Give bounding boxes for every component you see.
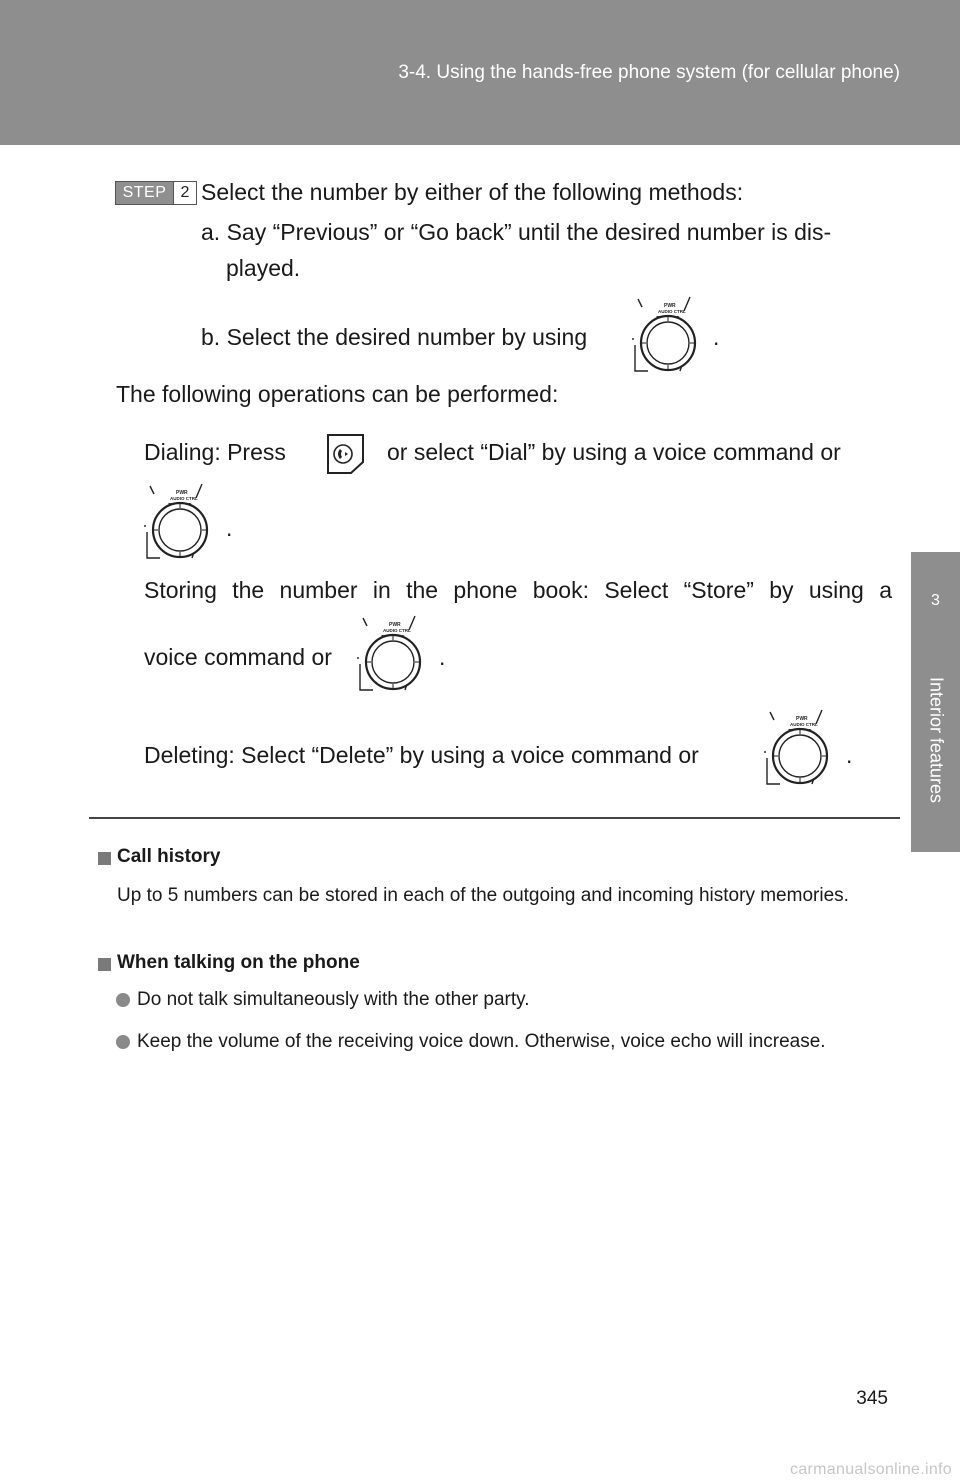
operations-intro: The following operations can be performed:	[116, 381, 559, 407]
tune-file-knob-icon	[628, 293, 712, 379]
square-bullet-icon	[98, 852, 111, 865]
step-text: Select the number by either of the following methods:	[201, 179, 744, 205]
round-bullet-icon	[116, 993, 130, 1007]
note-bullet-2: Keep the volume of the receiving voice down. Otherwise, voice echo will increase.	[137, 1031, 826, 1052]
section-divider	[89, 817, 900, 819]
section-title: 3-4. Using the hands-free phone system (for cellular phone)	[398, 62, 900, 83]
chapter-label	[911, 660, 960, 820]
storing-end: .	[439, 644, 446, 670]
storing-line2: voice command or	[144, 644, 332, 670]
step-number: 2	[173, 182, 196, 204]
method-b-end: .	[713, 324, 720, 350]
page-number: 345	[856, 1388, 888, 1409]
note-bullet-1: Do not talk simultaneously with the other party.	[137, 989, 530, 1010]
knob-label: PWR	[664, 303, 676, 309]
watermark: carmanualsonline.info	[790, 1461, 952, 1478]
step-label: STEP	[122, 184, 167, 201]
note-heading-talking: When talking on the phone	[117, 952, 360, 973]
deleting-text: Deleting: Select “Delete” by using a voice command or	[144, 742, 699, 768]
tune-file-knob-icon	[353, 612, 437, 698]
knob-label: AUDIO CTRL	[658, 309, 686, 314]
storing-line1: Storing the number in the phone book: Select “Store” by using a	[144, 577, 892, 603]
knob-label: PWR	[176, 490, 188, 496]
note-body-call-history: Up to 5 numbers can be stored in each of the outgoing and incoming history memories.	[117, 885, 849, 906]
knob-label: AUDIO CTRL	[790, 722, 818, 727]
note-heading-call-history: Call history	[117, 846, 221, 867]
dialing-end: .	[226, 515, 233, 541]
chapter-number: 3	[931, 592, 940, 609]
method-a-line1: a. Say “Previous” or “Go back” until the desired number is dis-	[201, 219, 832, 245]
knob-label: PWR	[389, 622, 401, 628]
dialing-suffix: or select “Dial” by using a voice command or	[387, 439, 841, 465]
square-bullet-icon	[98, 958, 111, 971]
method-b-text: b. Select the desired number by using	[201, 324, 588, 350]
knob-label: AUDIO CTRL	[170, 496, 198, 501]
deleting-end: .	[846, 742, 853, 768]
chapter-label-text: Interior features	[926, 676, 946, 804]
round-bullet-icon	[116, 1035, 130, 1049]
step-badge	[115, 181, 197, 205]
tune-file-knob-icon	[140, 480, 224, 566]
dialing-prefix: Dialing: Press	[144, 439, 286, 465]
talk-switch-icon	[323, 432, 367, 476]
method-a-line2: played.	[226, 255, 301, 281]
tune-file-knob-icon	[760, 706, 844, 792]
knob-label: PWR	[796, 716, 808, 722]
knob-label: AUDIO CTRL	[383, 628, 411, 633]
